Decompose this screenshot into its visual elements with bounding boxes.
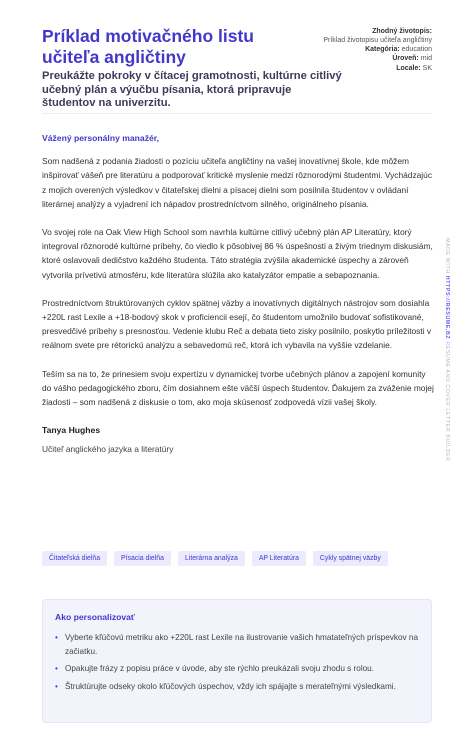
signature-role: Učiteľ anglického jazyka a literatúry xyxy=(42,444,174,455)
vertical-credit xyxy=(444,238,462,493)
credit-link[interactable]: HTTPS://RESUME.BZ xyxy=(444,275,450,340)
skill-tag: AP Literatúra xyxy=(252,551,306,566)
tips-title: Ako personalizovať xyxy=(55,612,136,622)
tip-item: • Opakujte frázy z popisu práce v úvode, aby ste rýchlo preukázali svoju zhodu s rolou. xyxy=(55,662,419,676)
skill-tag: Literárna analýza xyxy=(178,551,245,566)
credit-suffix: RESUME AND COVER LETTER BUILDER xyxy=(444,339,450,462)
page-subtitle: Preukážte pokroky v čítacej gramotnosti, kultúrne citlivý učebný plán a výučbu písania, ktorá pripravuje študentov na univerzitu. xyxy=(42,70,342,110)
meta-category-value: education xyxy=(401,46,432,54)
skill-tag: Cykly spätnej väzby xyxy=(313,551,388,566)
tips-list xyxy=(55,631,419,693)
meta-locale-label: Locale: xyxy=(396,64,421,72)
meta-panel xyxy=(322,28,432,74)
tip-item: • Štruktúrujte odseky okolo kľúčových úspechov, vždy ich spájajte s merateľnými výsledkami. xyxy=(55,680,419,694)
letter-greeting: Vážený personálny manažér, xyxy=(42,133,160,143)
letter-paragraph: Prostredníctvom štruktúrovaných cyklov spätnej väzby a inovatívnych digitálnych nástrojov som dosiahla +220L rast Lexile a +18-bodový skok v proficiencii esejí, čo študentom umožnilo budovať sofistikované, presvedčivé príbehy s presnosťou. Vedenie klubu Reč a debata tieto zisky posilnilo, poskytlo príležitosti v reálnom svete pre rétorickú analýzu a sebavedomú reč, ktorá ich vybavila na vyššie vzdelanie. xyxy=(42,297,432,351)
meta-source xyxy=(322,28,432,46)
vertical-credit-text xyxy=(444,238,450,493)
letter-body xyxy=(42,131,434,457)
header-divider xyxy=(42,113,432,114)
skill-tag: Čitateľská dielňa xyxy=(42,551,107,566)
meta-category-label: Kategória: xyxy=(365,46,400,54)
meta-locale-value: SK xyxy=(422,64,432,72)
skill-tags xyxy=(42,551,388,566)
meta-category xyxy=(322,46,432,55)
skill-tag: Písacia dielňa xyxy=(114,551,171,566)
signature-name: Tanya Hughes xyxy=(42,425,101,436)
meta-level-label: Úroveň: xyxy=(392,55,419,63)
personalize-tips-box xyxy=(42,599,432,723)
meta-level-value: mid xyxy=(420,55,432,63)
tip-item: • Vyberte kľúčovú metriku ako +220L rast Lexile na ilustrovanie vašich hmatateľných príspevkov na začiatku. xyxy=(55,631,419,658)
meta-level xyxy=(322,55,432,64)
letter-paragraph: Som nadšená z podania žiadosti o pozíciu učiteľa angličtiny na vašej inovatívnej škole, kde môžem inšpirovať vášeň pre literatúru a podporovať kritické myslenie medzi rôznorodými študentmi. Vychádzajúc z mojich overených výsledkov v čitateľskej dielni a písacej dielni som posilnila študentov v ovládaní literárnej analýzy a vyjadrení ich nápadov prostredníctvom silného, originálneho písania. xyxy=(42,156,433,209)
meta-source-label: Zhodný životopis: xyxy=(372,28,432,35)
page-title: Príklad motivačného listu učiteľa angličtiny xyxy=(42,26,254,67)
meta-locale xyxy=(322,65,432,74)
credit-prefix: MADE WITH xyxy=(444,238,450,276)
letter-paragraph: Teším sa na to, že prinesiem svoju expertízu v dynamickej tvorbe učebných plánov a zapojení komunity do vášho pedagogického zboru, čím dosiahnem ešte väčší úspech študentov. Ďakujem za zváženie mojej žiadosti – som nadšená z diskusie o tom, ako moja skúsenosť zodpovedá vízii vašej školy. xyxy=(42,368,434,408)
letter-paragraph: Vo svojej role na Oak View High School som navrhla kultúrne citlivý učebný plán AP Literatúry, ktorý integroval rôznorodé kultúrne príbehy, čo viedlo k pôsobivej 86 % úspešnosti a živým triednym diskusiám, ktoré oslavovali dedičstvo každého študenta. Táto stratégia zvýšila akademické úspechy a zároveň vytvorila prívetivú atmosféru, kde literatúra slúžila ako katalyzátor empatie a sebapoznania. xyxy=(42,227,433,280)
meta-source-value[interactable]: Príklad životopisu učiteľa angličtiny xyxy=(323,36,432,44)
